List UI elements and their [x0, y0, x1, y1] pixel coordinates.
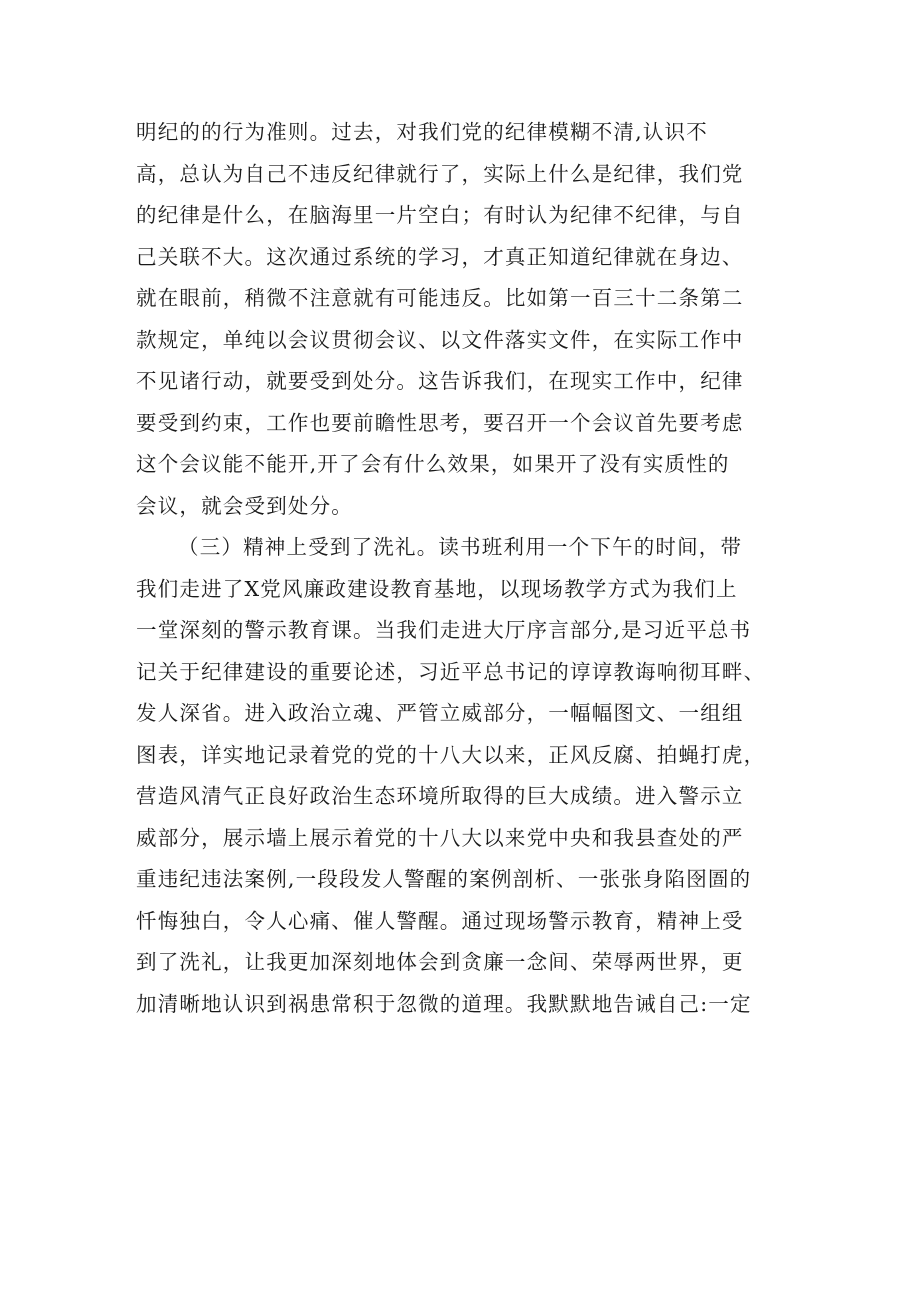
text-line: 营造风清气正良好政治生态环境所取得的巨大成绩。进入警示立 — [136, 784, 744, 808]
text-line: 这个会议能不能开,开了会有什么效果，如果开了没有实质性的 — [136, 452, 730, 476]
paragraph-continued — [136, 112, 796, 527]
text-line: 明纪的的行为准则。过去，对我们党的纪律模糊不清,认识不 — [136, 120, 708, 144]
text-line: 不见诸行动，就要受到处分。这告诉我们，在现实工作中，纪律 — [136, 369, 744, 393]
text-line: 的纪律是什么，在脑海里一片空白；有时认为纪律不纪律，与自 — [136, 203, 744, 227]
text-line: 就在眼前，稍微不注意就有可能违反。比如第一百三十二条第二 — [136, 286, 744, 310]
text-line: 己关联不大。这次通过系统的学习，才真正知道纪律就在身边、 — [136, 244, 744, 269]
text-line: 我们走进了X党风廉政建设教育基地，以现场教学方式为我们上 — [136, 576, 738, 601]
text-line: 图表，详实地记录着党的党的十八大以来，正风反腐、拍蝇打虎， — [136, 742, 766, 767]
section-heading-line: （三）精神上受到了洗礼。读书班利用一个下午的时间，带 — [178, 535, 743, 559]
text-line: 威部分，展示墙上展示着党的十八大以来党中央和我县查处的严 — [136, 825, 744, 850]
text-line: 加清晰地认识到祸患常积于忽微的道理。我默默地告诫自己:一定 — [136, 991, 752, 1016]
text-line: 高，总认为自己不违反纪律就行了，实际上什么是纪律，我们党 — [136, 161, 744, 186]
text-line: 会议，就会受到处分。 — [136, 493, 353, 518]
text-line: 发人深省。进入政治立魂、严管立威部分，一幅幅图文、一组组 — [136, 701, 744, 725]
paragraph-section-three — [136, 527, 796, 1025]
text-line: 到了洗礼，让我更加深刻地体会到贪廉一念间、荣辱两世界，更 — [136, 950, 744, 974]
text-line: 一堂深刻的警示教育课。当我们走进大厅序言部分,是习近平总书 — [136, 618, 752, 642]
text-line: 款规定，单纯以会议贯彻会议、以文件落实文件，在实际工作中 — [136, 327, 744, 352]
text-line: 忏悔独白，令人心痛、催人警醒。通过现场警示教育，精神上受 — [136, 908, 744, 933]
text-line: 重违纪违法案例,一段段发人警醒的案例剖析、一张张身陷囹圄的 — [136, 867, 752, 891]
body-text — [136, 112, 796, 1025]
text-line: 记关于纪律建设的重要论述，习近平总书记的谆谆教诲响彻耳畔、 — [136, 659, 766, 684]
text-line: 要受到约束，工作也要前瞻性思考，要召开一个会议首先要考虑 — [136, 410, 744, 435]
